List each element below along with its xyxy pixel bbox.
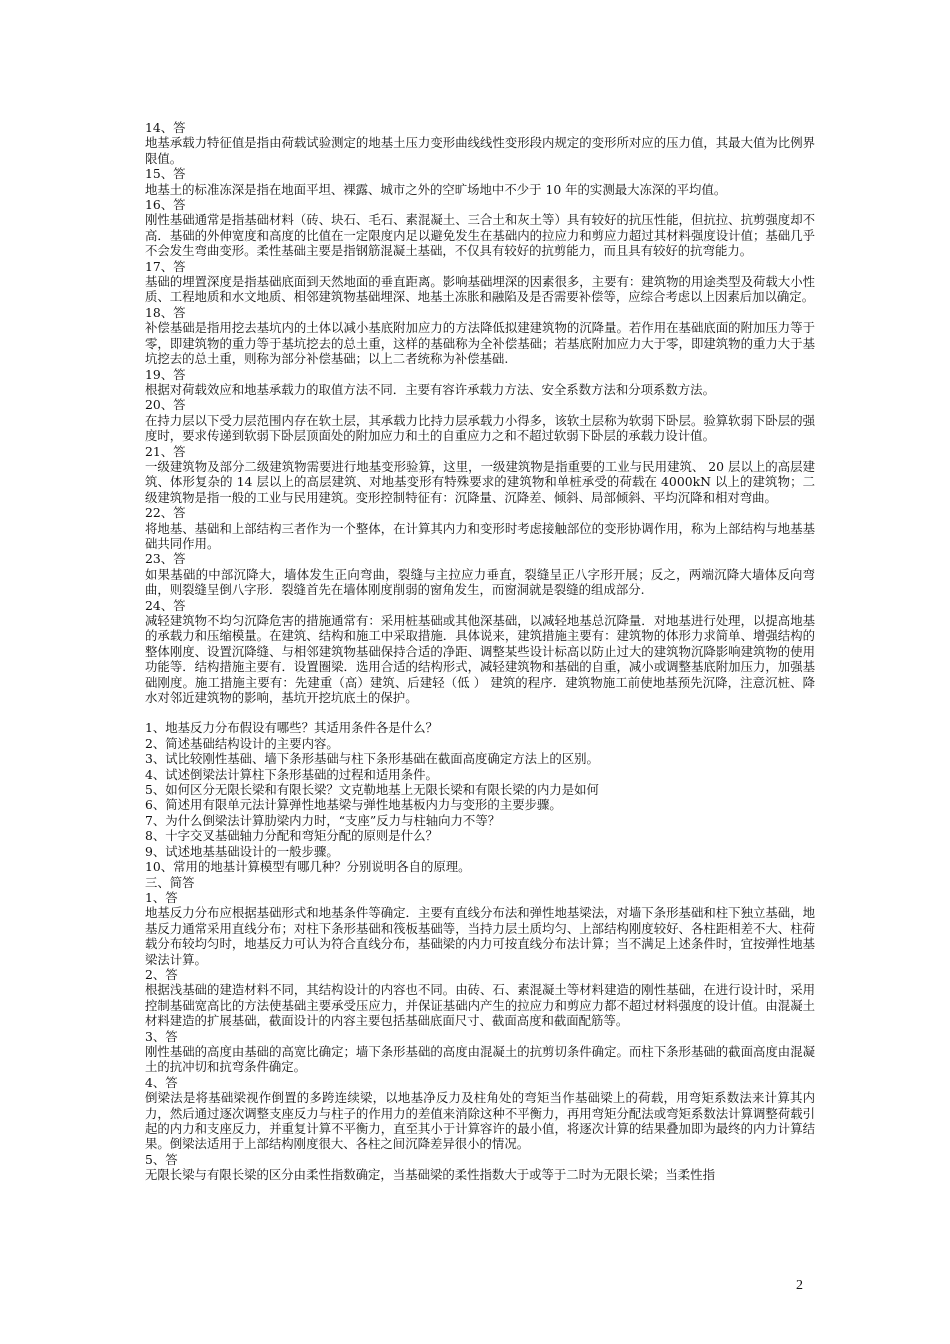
answer-number: 14、答 — [145, 120, 186, 135]
answer-number: 3、答 — [145, 1028, 178, 1044]
answer-text: 根据对荷载效应和地基承载力的取值方法不同．主要有容许承载力方法、安全系数方法和分项系数方法。 — [145, 381, 715, 397]
question-item: 7、为什么倒梁法计算肋梁内力时，“支座”反力与柱轴向力不等？ — [145, 812, 501, 828]
answer-text: 根据浅基础的建造材料不同，其结构设计的内容也不同。由砖、石、素混凝土等材料建造的刚性基础，在进行设计时，采用控制基础宽高比的方法使基础主要承受压应力，并保证基础内产生的拉应力和剪应力都不超过材料强度的设计值。由混凝土材料建造的扩展基础，截面设计的内容主要包括基础底面尺寸、截面高度和截面配筋等。 — [145, 982, 815, 1029]
answer-text: 将地基、基础和上部结构三者作为一个整体，在计算其内力和变形时考虑接触部位的变形协调作用，称为上部结构与地基基础共同作用。 — [145, 520, 815, 551]
question-item: 1、地基反力分布假设有哪些？其适用条件各是什么？ — [145, 720, 438, 736]
questions-list — [145, 720, 815, 874]
answers-section-b — [145, 890, 815, 1183]
answer-text: 地基土的标准冻深是指在地面平坦、裸露、城市之外的空旷场地中不少于 10 年的实测最大冻深的平均值。 — [145, 181, 727, 197]
question-item: 10、常用的地基计算模型有哪几种？分别说明各自的原理。 — [145, 859, 471, 875]
answer-text: 地基反力分布应根据基础形式和地基条件等确定．主要有直线分布法和弹性地基梁法，对墙下条形基础和柱下独立基础，地基反力通常采用直线分布；对柱下条形基础和筏板基础等，当持力层土质均匀、上部结构刚度较好、各柱距相差不大、柱荷载分布较均匀时，地基反力可认为符合直线分布，基础梁的内力可按直线分布法计算；当不满足上述条件时，宜按弹性地基梁法计算。 — [145, 905, 815, 967]
section-title: 三、简答 — [145, 874, 195, 890]
answer-text: 刚性基础通常是指基础材料（砖、块石、毛石、素混凝土、三合土和灰土等）具有较好的抗压性能，但抗拉、抗剪强度却不高．基础的外伸宽度和高度的比值在一定限度内足以避免发生在基础内的拉应力和剪应力超过其材料强度设计值；基础几乎不会发生弯曲变形。柔性基础主要是指钢筋混凝土基础，不仅具有较好的抗剪能力，而且具有较好的抗弯能力。 — [145, 212, 815, 259]
question-item: 4、试述倒梁法计算柱下条形基础的过程和适用条件。 — [145, 766, 438, 782]
question-item: 2、简述基础结构设计的主要内容。 — [145, 735, 339, 751]
answer-number: 1、答 — [145, 889, 178, 905]
answer-number: 4、答 — [145, 1074, 178, 1090]
answer-number: 22、答 — [145, 505, 186, 521]
answer-text: 一级建筑物及部分二级建筑物需要进行地基变形验算，这里，一级建筑物是指重要的工业与民用建筑、 20 层以上的高层建筑、体形复杂的 14 层以上的高层建筑、对地基变形有特殊要求的建筑物和单桩承受的荷载在 4000kN 以上的建筑物；二级建筑物是指一般的工业与民用建筑。变形控制特征有：沉降量、沉降差、倾斜、局部倾斜、平均沉降和相对弯曲。 — [145, 458, 815, 505]
document-body — [145, 120, 815, 1183]
question-item: 6、简述用有限单元法计算弹性地基梁与弹性地基板内力与变形的主要步骤。 — [145, 797, 562, 813]
answer-number: 16、答 — [145, 197, 186, 213]
question-item: 9、试述地基基础设计的一般步骤。 — [145, 843, 339, 859]
answer-number: 21、答 — [145, 443, 186, 459]
answer-number: 19、答 — [145, 366, 186, 382]
spacer — [145, 705, 815, 720]
page-number: 2 — [796, 1278, 803, 1293]
answer-number: 18、答 — [145, 304, 186, 320]
answer-number: 5、答 — [145, 1151, 178, 1167]
answer-number: 24、答 — [145, 597, 186, 613]
answer-number: 23、答 — [145, 551, 186, 567]
answer-number: 2、答 — [145, 966, 178, 982]
answer-text: 倒梁法是将基础梁视作倒置的多跨连续梁，以地基净反力及柱角处的弯矩当作基础梁上的荷载，用弯矩系数法来计算其内力，然后通过逐次调整支座反力与柱子的作用力的差值来消除这种不平衡力，再用弯矩分配法或弯矩系数法计算调整荷载引起的内力和支座反力，并重复计算不平衡力，直至其小于计算容许的最小值，将逐次计算的结果叠加即为最终的内力计算结果。倒梁法适用于上部结构刚度很大、各柱之间沉降差异很小的情况。 — [145, 1090, 815, 1152]
answer-text: 基础的埋置深度是指基础底面到天然地面的垂直距离。影响基础埋深的因素很多，主要有：建筑物的用途类型及荷载大小性质、工程地质和水文地质、相邻建筑物基础埋深、地基土冻胀和融陷及是否需要补偿等，应综合考虑以上因素后加以确定。 — [145, 274, 815, 305]
answers-section-a — [145, 120, 815, 705]
answer-text: 减轻建筑物不均匀沉降危害的措施通常有：采用桩基础或其他深基础，以减轻地基总沉降量．对地基进行处理，以提高地基的承载力和压缩模量。在建筑、结构和施工中采取措施．具体说来，建筑措施主要有：建筑物的体形力求简单、增强结构的整体刚度、设置沉降缝、与相邻建筑物基础保持合适的净距、调整某些设计标高以防止过大的建筑物沉降影响建筑物的使用功能等．结构措施主要有．设置圈梁．选用合适的结构形式，减轻建筑物和基础的自重，减小或调整基底附加压力，加强基础刚度。施工措施主要有：先建重（高）建筑、后建轻（低 ） 建筑的程序．建筑物施工前使地基预先沉降，注意沉桩、降水对邻近建筑物的影响，基坑开挖坑底土的保护。 — [145, 613, 815, 706]
question-item: 5、如何区分无限长梁和有限长梁？文克勒地基上无限长梁和有限长梁的内力是如何 — [145, 782, 599, 798]
answer-text: 地基承载力特征值是指由荷载试验测定的地基土压力变形曲线线性变形段内规定的变形所对应的压力值，其最大值为比例界限值。 — [145, 135, 815, 166]
answer-number: 17、答 — [145, 258, 186, 274]
answer-text: 如果基础的中部沉降大，墙体发生正向弯曲，裂缝与主拉应力垂直，裂缝呈正八字形开展；反之，两端沉降大墙体反向弯曲，则裂缝呈倒八字形．裂缝首先在墙体刚度削弱的窗角发生，而窗洞就是裂缝的组成部分. — [145, 566, 815, 598]
answer-number: 20、答 — [145, 397, 186, 413]
answer-text: 刚性基础的高度由基础的高宽比确定；墙下条形基础的高度由混凝土的抗剪切条件确定。而柱下条形基础的截面高度由混凝土的抗冲切和抗弯条件确定。 — [145, 1043, 815, 1075]
question-item: 3、试比较刚性基础、墙下条形基础与柱下条形基础在截面高度确定方法上的区别。 — [145, 751, 599, 767]
question-item: 8、十字交叉基础轴力分配和弯矩分配的原则是什么？ — [145, 828, 438, 844]
answer-text: 无限长梁与有限长梁的区分由柔性指数确定，当基础梁的柔性指数大于或等于二时为无限长梁；当柔性指 — [145, 1167, 715, 1183]
answer-number: 15、答 — [145, 166, 186, 182]
answer-text: 补偿基础是指用挖去基坑内的土体以减小基底附加应力的方法降低拟建建筑物的沉降量。若作用在基础底面的附加压力等于零，即建筑物的重力等于基坑挖去的总土重，这样的基础称为全补偿基础；若基底附加应力大于零，即建筑物的重力大于基坑挖去的总土重，则称为部分补偿基础；以上二者统称为补偿基础. — [145, 320, 815, 367]
answer-text: 在持力层以下受力层范围内存在软土层，其承载力比持力层承载力小得多，该软土层称为软弱下卧层。验算软弱下卧层的强度时，要求传递到软弱下卧层顶面处的附加应力和土的自重应力之和不超过软弱下卧层的承载力设计值。 — [145, 412, 815, 444]
